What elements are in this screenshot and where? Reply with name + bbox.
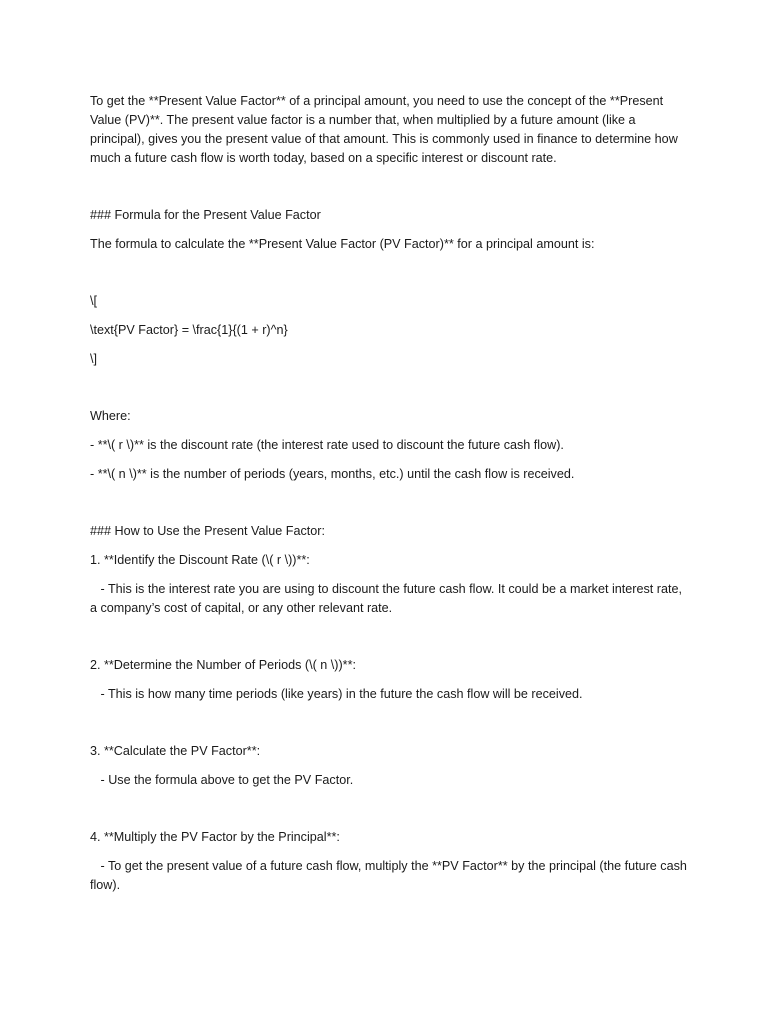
step-title: 2. **Determine the Number of Periods (\( n \))**: <box>90 658 356 672</box>
document-page <box>90 92 690 895</box>
where-item-r: - **\( r \)** is the discount rate (the interest rate used to discount the future cash flow). <box>90 438 564 452</box>
step-title: 3. **Calculate the PV Factor**: <box>90 744 261 758</box>
where-item-n: - **\( n \)** is the number of periods (years, months, etc.) until the cash flow is received. <box>90 467 575 481</box>
step-title: 1. **Identify the Discount Rate (\( r \))**: <box>90 553 310 567</box>
latex-close: \] <box>90 352 97 366</box>
where-label: Where: <box>90 409 131 423</box>
step-detail: - This is how many time periods (like years) in the future the cash flow will be received. <box>90 687 583 701</box>
formula-intro: The formula to calculate the **Present Value Factor (PV Factor)** for a principal amount is: <box>90 237 595 251</box>
step-detail: - To get the present value of a future cash flow, multiply the **PV Factor** by the principal (the future cash flow). <box>90 859 691 892</box>
step-detail: - Use the formula above to get the PV Factor. <box>90 773 354 787</box>
step-detail: - This is the interest rate you are using to discount the future cash flow. It could be a market interest rate, a company’s cost of capital, or any other relevant rate. <box>90 582 686 615</box>
latex-formula: \text{PV Factor} = \frac{1}{(1 + r)^n} <box>90 323 288 337</box>
latex-open: \[ <box>90 294 97 308</box>
formula-heading: ### Formula for the Present Value Factor <box>90 208 321 222</box>
step-title: 4. **Multiply the PV Factor by the Principal**: <box>90 830 340 844</box>
howto-heading: ### How to Use the Present Value Factor: <box>90 524 325 538</box>
intro-paragraph: To get the **Present Value Factor** of a principal amount, you need to use the concept of the **Present Value (PV)**. The present value factor is a number that, when multiplied by a future amount (like a principal), gives you the present value of that amount. This is commonly used in finance to determine how much a future cash flow is worth today, based on a specific interest or discount rate. <box>90 94 678 165</box>
